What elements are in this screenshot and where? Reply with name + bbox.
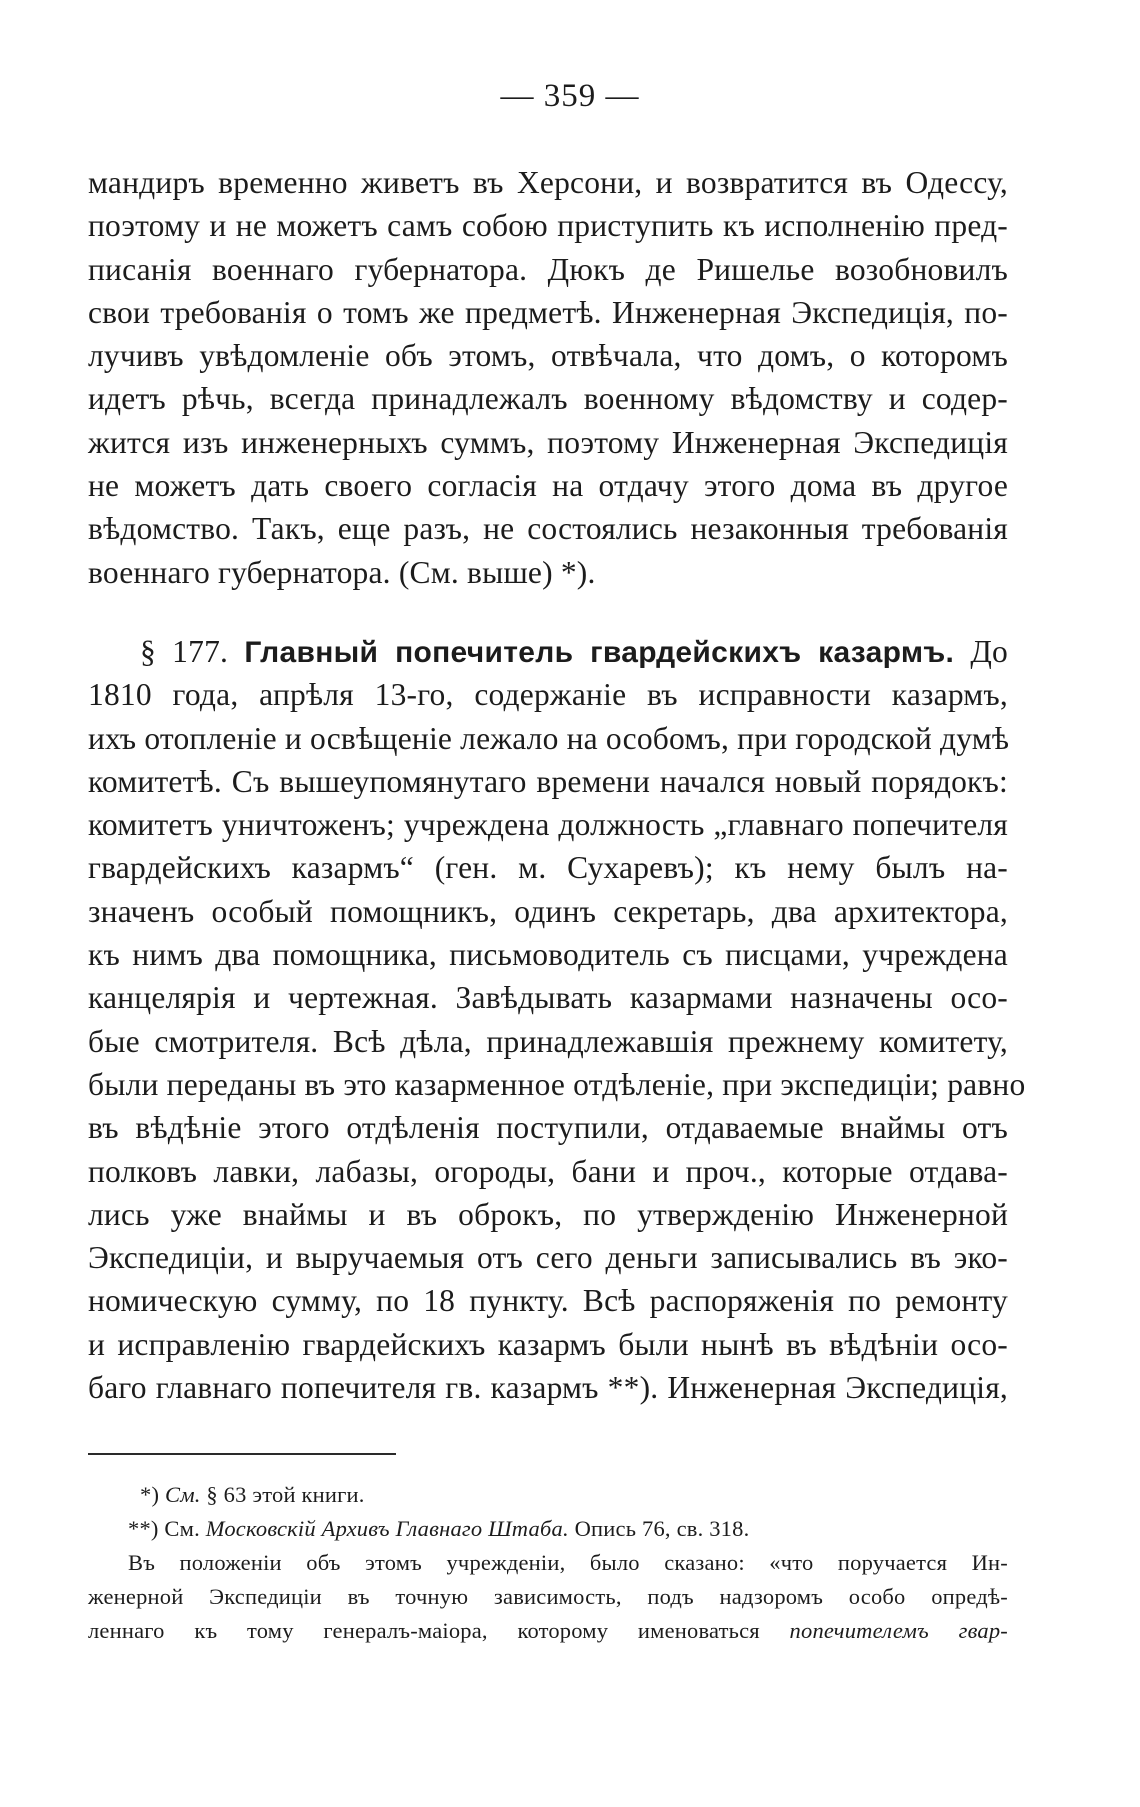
- text-line: 1810 года, апрѣля 13-го, содержаніе въ исправности казармъ,: [88, 677, 1008, 713]
- heading-line-tail: До: [970, 634, 1008, 669]
- footnote-abbr: См.: [164, 1516, 200, 1541]
- section-heading: Главный попечитель гвардейскихъ казармъ.: [244, 636, 955, 669]
- footnote-divider: [88, 1453, 396, 1455]
- text-line: свои требованія о томъ же предметѣ. Инженерная Экспедиція, по-: [88, 294, 1008, 330]
- text-line: гвардейскихъ казармъ“ (ген. м. Сухаревъ); къ нему былъ на-: [88, 850, 1008, 886]
- footnote-mark: *): [140, 1482, 160, 1507]
- footnote-1: [88, 1478, 1008, 1512]
- footnote-3-italic: попечителемъ гвар-: [789, 1618, 1008, 1643]
- text-line: поэтому и не можетъ самъ собою приступить къ исполненію пред-: [88, 208, 1008, 244]
- footnote-3-line: Въ положеніи объ этомъ учрежденіи, было сказано: «что поручается Ин-: [128, 1550, 1008, 1575]
- text-line: жится изъ инженерныхъ суммъ, поэтому Инженерная Экспедиція: [88, 424, 1008, 460]
- text-line: въ вѣдѣніе этого отдѣленія поступили, отдаваемые внаймы отъ: [88, 1110, 1008, 1146]
- text-line: баго главнаго попечителя гв. казармъ **). Инженерная Экспедиція,: [88, 1370, 1008, 1406]
- footnote-3-text: леннаго къ тому генералъ-маіора, которому именоваться: [88, 1618, 760, 1643]
- text-line: канцелярія и чертежная. Завѣдывать казармами назначены осо-: [88, 980, 1008, 1016]
- text-line: комитетѣ. Съ вышеупомянутаго времени начался новый порядокъ:: [88, 763, 1008, 799]
- footnote-reference: Опись 76, св. 318.: [574, 1516, 750, 1541]
- section-sign: § 177.: [140, 634, 229, 669]
- text-line: идетъ рѣчь, всегда принадлежалъ военному вѣдомству и содер-: [88, 381, 1008, 417]
- footnote-text: § 63 этой книги.: [206, 1482, 365, 1507]
- text-line: военнаго губернатора. (См. выше) *).: [88, 554, 596, 590]
- text-line: писанія военнаго губернатора. Дюкъ де Ришелье возобновилъ: [88, 251, 1008, 287]
- footnote-3-line: женерной Экспедиціи въ точную зависимость, подъ надзоромъ особо опредѣ-: [88, 1584, 1008, 1609]
- footnote-source-title: Московскій Архивъ Главнаго Штаба.: [205, 1516, 569, 1541]
- text-line: номическую сумму, по 18 пункту. Всѣ распоряженія по ремонту: [88, 1283, 1008, 1319]
- text-line: лись уже внаймы и въ оброкъ, по утвержденію Инженерной: [88, 1196, 1008, 1232]
- text-line: не можетъ дать своего согласія на отдачу этого дома въ другое: [88, 468, 1008, 504]
- text-line: бые смотрителя. Всѣ дѣла, принадлежавшія прежнему комитету,: [88, 1023, 1008, 1059]
- page-number: — 359 —: [500, 78, 640, 114]
- text-line: комитетъ уничтоженъ; учреждена должность „главнаго попечителя: [88, 807, 1008, 843]
- text-line: лучивъ увѣдомленіе объ этомъ, отвѣчала, что домъ, о которомъ: [88, 338, 1008, 374]
- section-heading-line: [88, 630, 1008, 673]
- footnotes: [88, 1478, 1008, 1648]
- text-line: мандиръ временно живетъ въ Херсони, и возвратится въ Одессу,: [88, 165, 1008, 200]
- text-line: значенъ особый помощникъ, одинъ секретарь, два архитектора,: [88, 893, 1008, 929]
- text-line: и исправленію гвардейскихъ казармъ были нынѣ въ вѣдѣніи осо-: [88, 1326, 1008, 1362]
- text-line: ихъ отопленіе и освѣщеніе лежало на особомъ, при городской думѣ: [88, 720, 1010, 756]
- text-line: Экспедиціи, и выручаемыя отъ сего деньги записывались въ эко-: [88, 1240, 1008, 1276]
- text-line: вѣдомство. Такъ, еще разъ, не состоялись незаконныя требованія: [88, 511, 1008, 547]
- footnote-mark: **): [128, 1516, 159, 1541]
- footnote-3-line: [88, 1614, 1008, 1648]
- footnote-2: [88, 1512, 1008, 1546]
- text-line: были переданы въ это казарменное отдѣленіе, при экспедиціи; равно: [88, 1066, 1026, 1102]
- paragraph-1: [88, 161, 1008, 594]
- paragraph-2: [88, 630, 1026, 1409]
- text-line: полковъ лавки, лабазы, огороды, бани и проч., которые отдава-: [88, 1153, 1008, 1189]
- footnote-abbr: См.: [164, 1482, 201, 1507]
- text-line: къ нимъ два помощника, письмоводитель съ писцами, учреждена: [88, 937, 1008, 973]
